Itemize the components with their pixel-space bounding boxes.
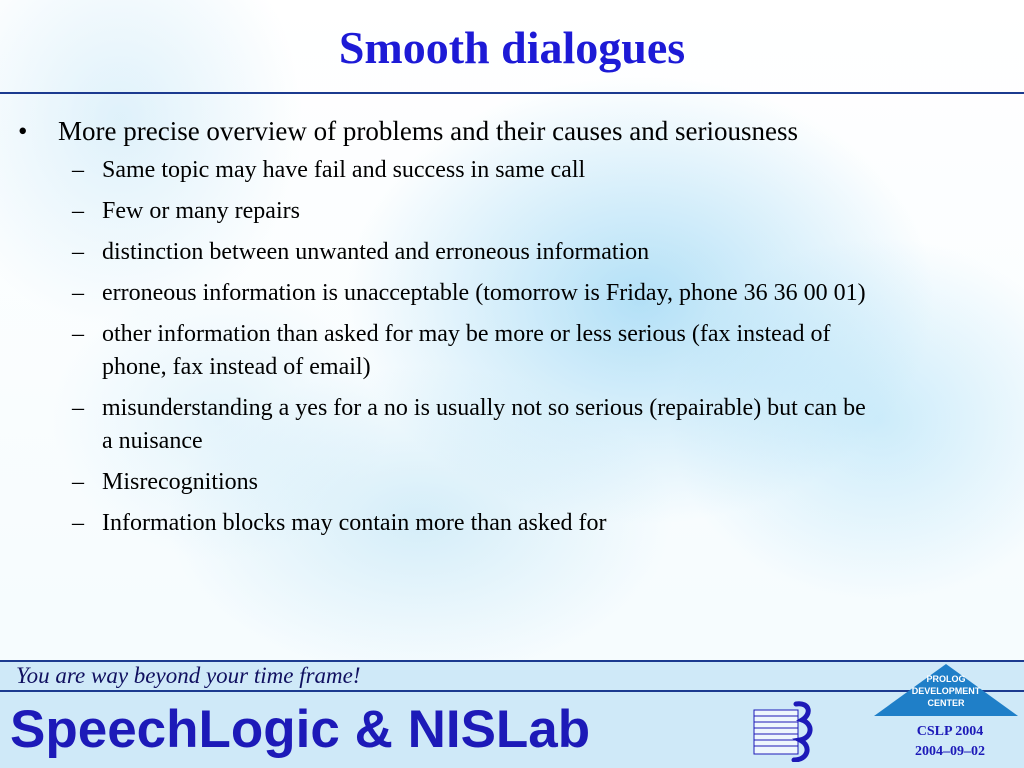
sub-bullet-marker: – [72,469,84,495]
bullet-marker: • [18,116,28,146]
main-bullet-text: More precise overview of problems and their causes and seriousness [58,116,799,146]
sub-bullet-text: Misrecognitions [102,469,258,495]
triangle-logo-icon [872,662,1020,718]
sub-bullet-text: misunderstanding a yes for a no is usually not so serious (repairable) but can be a nuisance [102,395,866,454]
sub-bullet-marker: – [72,239,84,265]
sub-bullet-marker: – [72,395,84,421]
logo-line-2: DEVELOPMENT [911,686,981,696]
sub-bullet-text: Same topic may have fail and success in same call [102,157,586,183]
main-bullet [18,114,878,148]
sub-bullet [72,236,878,269]
sub-bullet [72,277,878,310]
logo-line-3: CENTER [927,698,965,708]
sub-bullet-marker: – [72,157,84,183]
conference-info [880,722,1020,762]
conference-name: CSLP 2004 [916,724,984,739]
slide-content [18,114,878,548]
footer-divider [0,690,1024,692]
sub-bullet-text: erroneous information is unacceptable (tomorrow is Friday, phone 36 36 00 01) [102,280,866,306]
sub-bullet [72,507,878,540]
sub-bullet-text: distinction between unwanted and erroneous information [102,239,650,265]
sub-bullet-text: Information blocks may contain more than asked for [102,510,607,536]
conference-date: 2004–09–02 [915,744,985,759]
sub-bullet [72,318,878,384]
spiral-lines-logo-icon [752,700,818,762]
sub-bullet [72,466,878,499]
title-divider [0,92,1024,94]
sub-bullet-text: other information than asked for may be more or less serious (fax instead of phone, fax instead of email) [102,321,831,380]
slide-title: Smooth dialogues [338,22,686,73]
sub-bullet [72,392,878,458]
sub-bullet-marker: – [72,198,84,224]
sub-bullet-text: Few or many repairs [102,198,300,224]
sub-bullet-list [18,154,878,540]
footer-note: You are way beyond your time frame! [16,663,361,688]
sub-bullet [72,154,878,187]
sub-bullet [72,195,878,228]
sub-bullet-marker: – [72,280,84,306]
sub-bullet-marker: – [72,510,84,536]
sub-bullet-marker: – [72,321,84,347]
brand-name: SpeechLogic & NISLab [10,700,591,759]
logo-line-1: PROLOG [926,674,966,684]
